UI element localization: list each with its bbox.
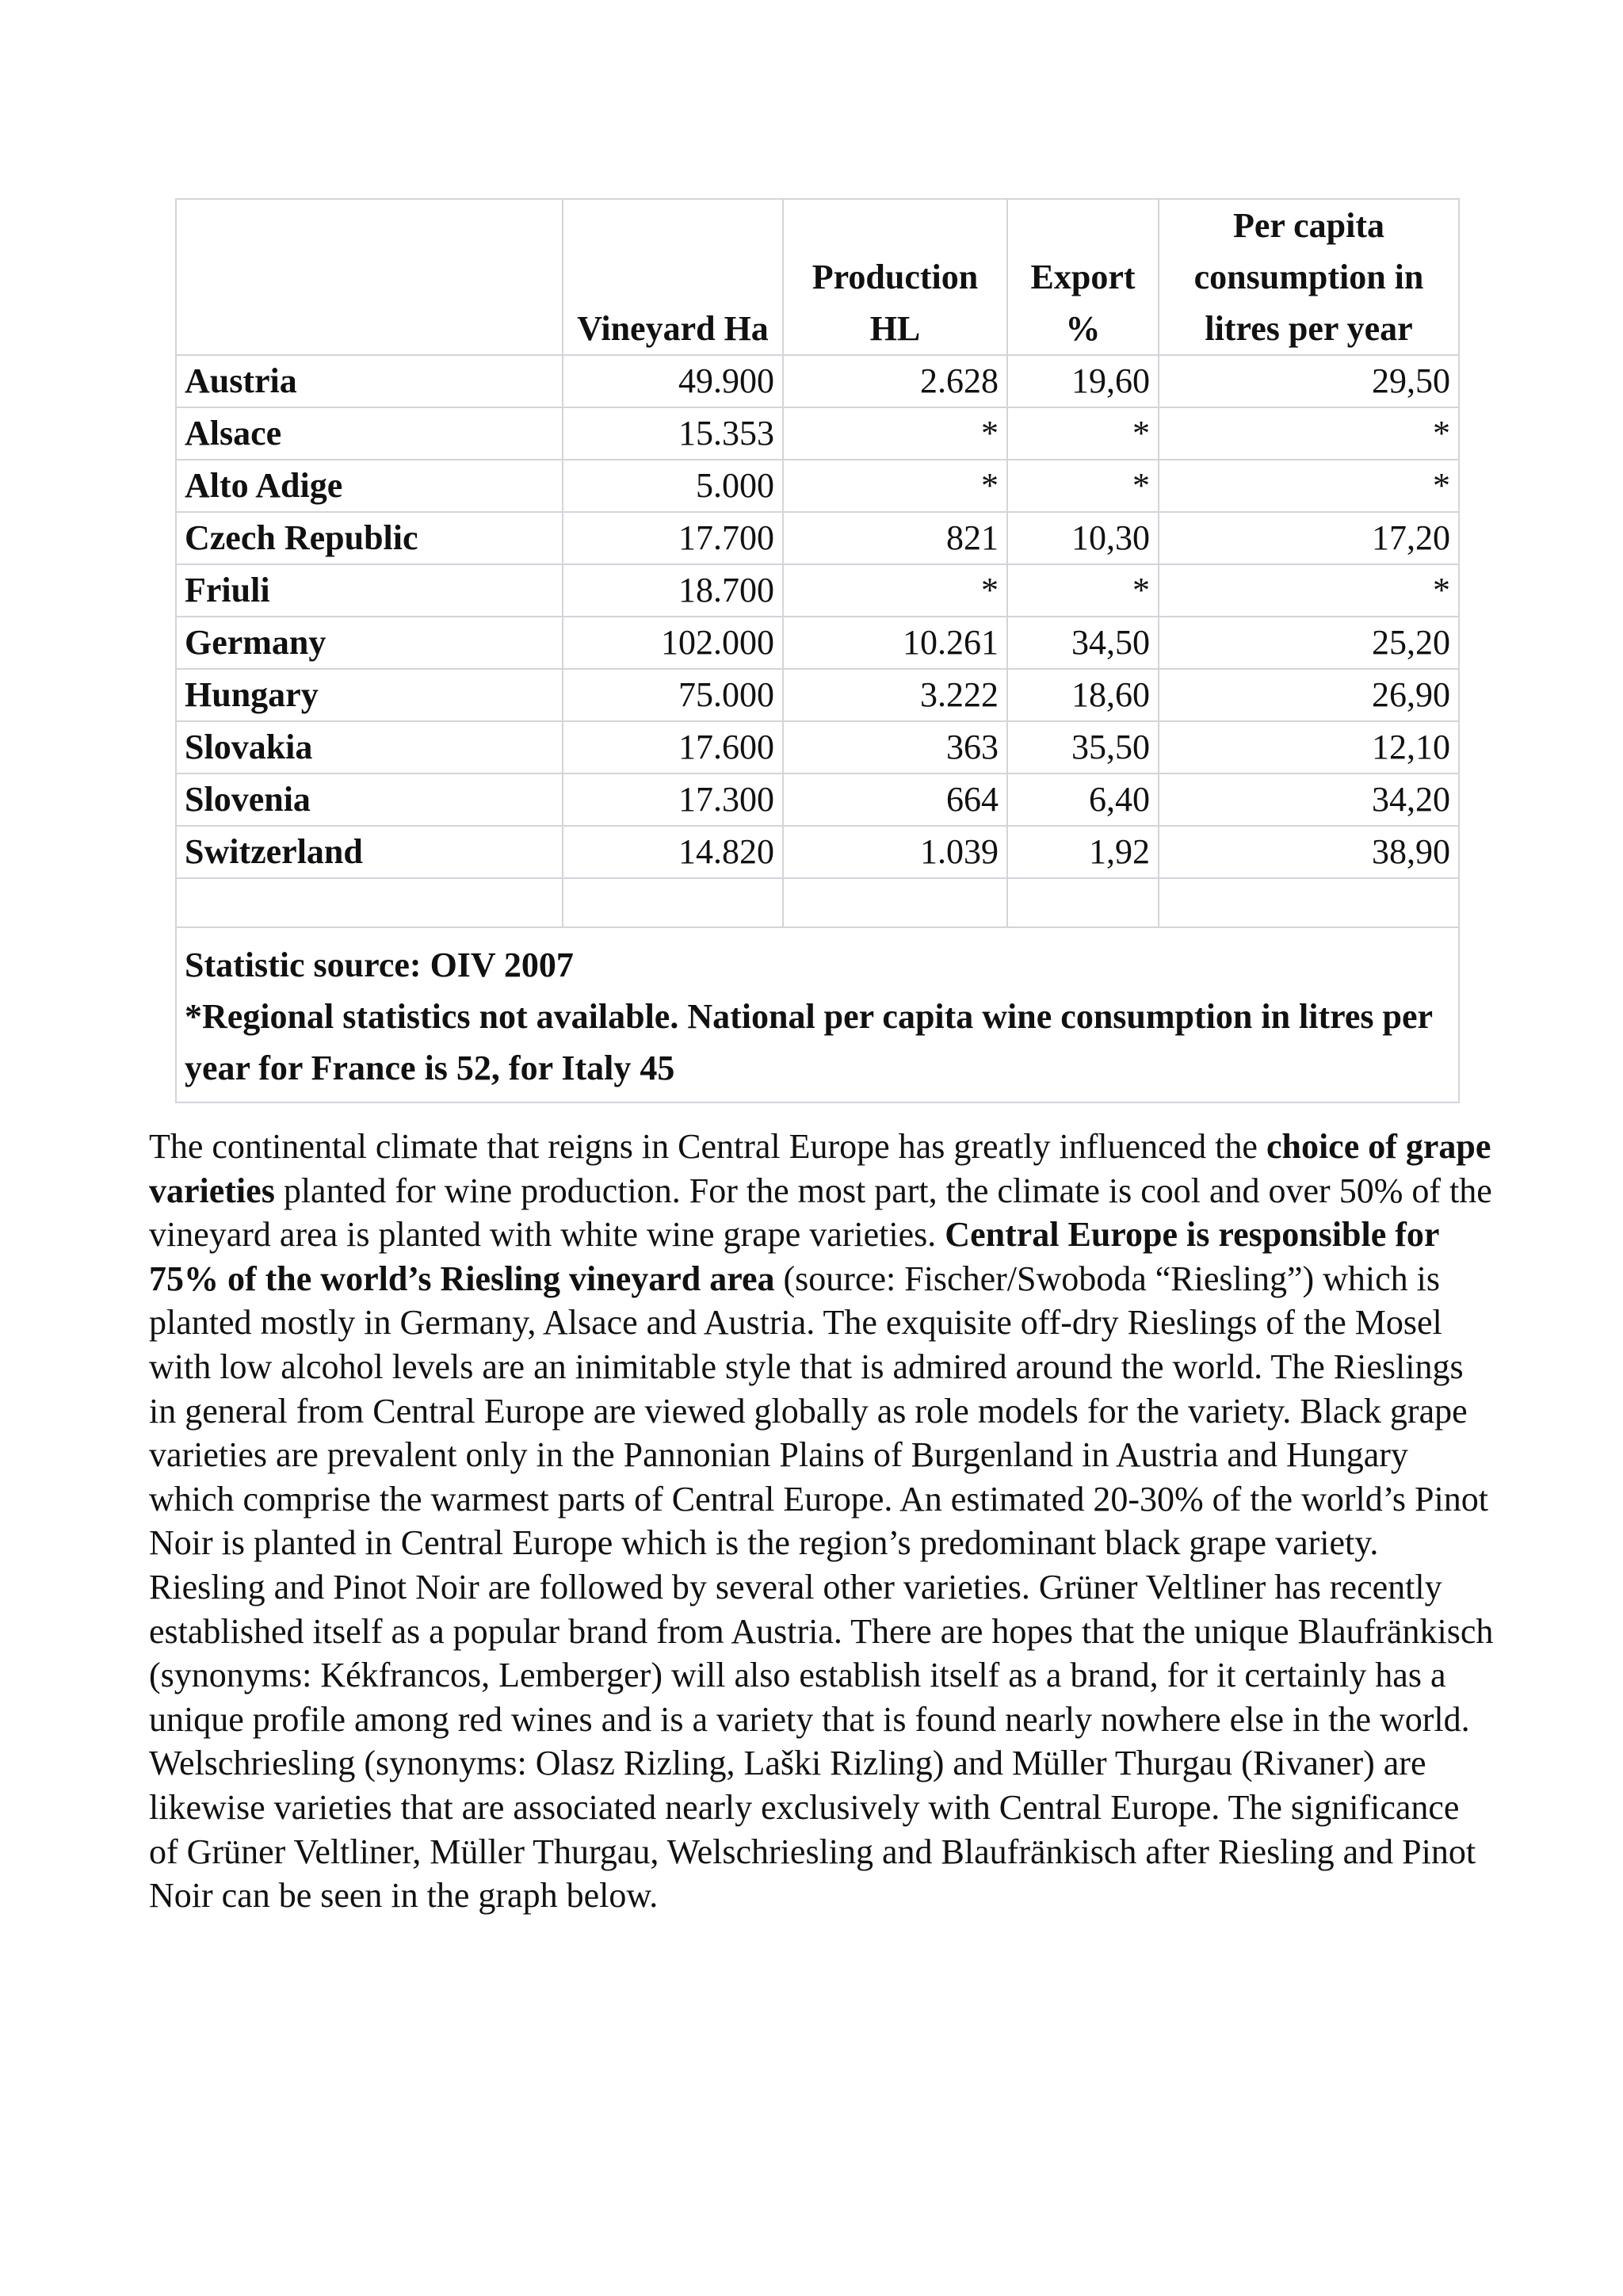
vineyard-cell: 75.000 <box>563 669 783 721</box>
consumption-cell: 17,20 <box>1159 512 1459 564</box>
export-cell: * <box>1007 460 1159 512</box>
empty-cell <box>176 878 563 927</box>
vineyard-cell: 17.600 <box>563 721 783 774</box>
consumption-cell: 12,10 <box>1159 721 1459 774</box>
region-cell: Alsace <box>176 407 563 460</box>
production-cell: 1.039 <box>783 826 1007 878</box>
table-row <box>176 407 1459 460</box>
production-cell: * <box>783 460 1007 512</box>
consumption-cell: * <box>1159 407 1459 460</box>
export-cell: * <box>1007 407 1159 460</box>
production-cell: 821 <box>783 512 1007 564</box>
region-cell: Hungary <box>176 669 563 721</box>
body-bold-choice: choice of grape varieties <box>149 1127 1491 1210</box>
region-cell: Friuli <box>176 564 563 617</box>
body-text-part-3: (source: Fischer/Swoboda “Riesling”) which is planted mostly in Germany, Alsace and Austria. The exquisite off-dry Rieslings of the Mosel with low alcohol levels are an inimitable style that is admired around the world. The Rieslings in general from Central Europe are viewed globally as role models for the variety. Black grape varieties are prevalent only in the Pannonian Plains of Burgenland in Austria and Hungary which comprise the warmest parts of Central Europe. An estimated 20-30% of the world’s Pinot Noir is planted in Central Europe which is the region’s predominant black grape variety. Riesling and Pinot Noir are followed by several other varieties. Grüner Veltliner has recently established itself as a popular brand from Austria. There are hopes that the unique Blaufränkisch (synonyms: Kékfrancos, Lemberger) will also establish itself as a brand, for it certainly has a unique profile among red wines and is a variety that is found nearly nowhere else in the world. Welschriesling (synonyms: Olasz Rizling, Laški Rizling) and Müller Thurgau (Rivaner) are likewise varieties that are associated nearly exclusively with Central Europe. The significance of Grüner Veltliner, Müller Thurgau, Welschriesling and Blaufränkisch after Riesling and Pinot Noir can be seen in the graph below. <box>149 1259 1494 1916</box>
region-cell: Slovenia <box>176 774 563 826</box>
empty-cell <box>1007 878 1159 927</box>
vineyard-cell: 15.353 <box>563 407 783 460</box>
table-note-cell <box>176 927 1459 1102</box>
export-cell: 6,40 <box>1007 774 1159 826</box>
production-cell: 664 <box>783 774 1007 826</box>
region-cell: Austria <box>176 355 563 407</box>
production-cell: 363 <box>783 721 1007 774</box>
table-row <box>176 512 1459 564</box>
table-header-row <box>176 199 1459 355</box>
production-cell: 2.628 <box>783 355 1007 407</box>
consumption-cell: * <box>1159 460 1459 512</box>
export-cell: 19,60 <box>1007 355 1159 407</box>
vineyard-cell: 102.000 <box>563 617 783 669</box>
source-note: Statistic source: OIV 2007 <box>185 946 574 984</box>
export-cell: 34,50 <box>1007 617 1159 669</box>
consumption-cell: 26,90 <box>1159 669 1459 721</box>
consumption-cell: 25,20 <box>1159 617 1459 669</box>
vineyard-cell: 5.000 <box>563 460 783 512</box>
table-row <box>176 774 1459 826</box>
table-row <box>176 617 1459 669</box>
consumption-cell: 29,50 <box>1159 355 1459 407</box>
table-row <box>176 721 1459 774</box>
region-cell: Germany <box>176 617 563 669</box>
consumption-cell: 38,90 <box>1159 826 1459 878</box>
vineyard-cell: 49.900 <box>563 355 783 407</box>
export-cell: * <box>1007 564 1159 617</box>
empty-cell <box>1159 878 1459 927</box>
empty-cell <box>783 878 1007 927</box>
body-text-part-1: The continental climate that reigns in Central Europe has greatly influenced the <box>149 1127 1266 1166</box>
production-cell: 3.222 <box>783 669 1007 721</box>
region-cell: Czech Republic <box>176 512 563 564</box>
export-cell: 1,92 <box>1007 826 1159 878</box>
body-paragraph <box>149 1125 1496 1918</box>
region-cell: Alto Adige <box>176 460 563 512</box>
header-export: Export % <box>1007 199 1159 355</box>
production-cell: 10.261 <box>783 617 1007 669</box>
header-production: Production HL <box>783 199 1007 355</box>
body-text-part-2: planted for wine production. For the most part, the climate is cool and over 50% of the vineyard area is planted with white wine grape varieties. <box>149 1171 1492 1255</box>
export-cell: 35,50 <box>1007 721 1159 774</box>
table-row <box>176 460 1459 512</box>
table-row <box>176 826 1459 878</box>
wine-statistics-table <box>175 198 1460 1103</box>
table-row <box>176 355 1459 407</box>
header-consumption: Per capita consumption in litres per year <box>1159 199 1459 355</box>
vineyard-cell: 14.820 <box>563 826 783 878</box>
export-cell: 18,60 <box>1007 669 1159 721</box>
footnote: *Regional statistics not available. National per capita wine consumption in litres per year for France is 52, for Italy 45 <box>185 997 1433 1087</box>
production-cell: * <box>783 407 1007 460</box>
table-note-row <box>176 927 1459 1102</box>
export-cell: 10,30 <box>1007 512 1159 564</box>
header-vineyard: Vineyard Ha <box>563 199 783 355</box>
production-cell: * <box>783 564 1007 617</box>
body-bold-riesling: Central Europe is responsible for 75% of the world’s Riesling vineyard area <box>149 1215 1439 1298</box>
header-region <box>176 199 563 355</box>
vineyard-cell: 17.300 <box>563 774 783 826</box>
region-cell: Switzerland <box>176 826 563 878</box>
region-cell: Slovakia <box>176 721 563 774</box>
table-row <box>176 669 1459 721</box>
table-row <box>176 564 1459 617</box>
table-empty-row <box>176 878 1459 927</box>
consumption-cell: 34,20 <box>1159 774 1459 826</box>
consumption-cell: * <box>1159 564 1459 617</box>
vineyard-cell: 18.700 <box>563 564 783 617</box>
empty-cell <box>563 878 783 927</box>
vineyard-cell: 17.700 <box>563 512 783 564</box>
